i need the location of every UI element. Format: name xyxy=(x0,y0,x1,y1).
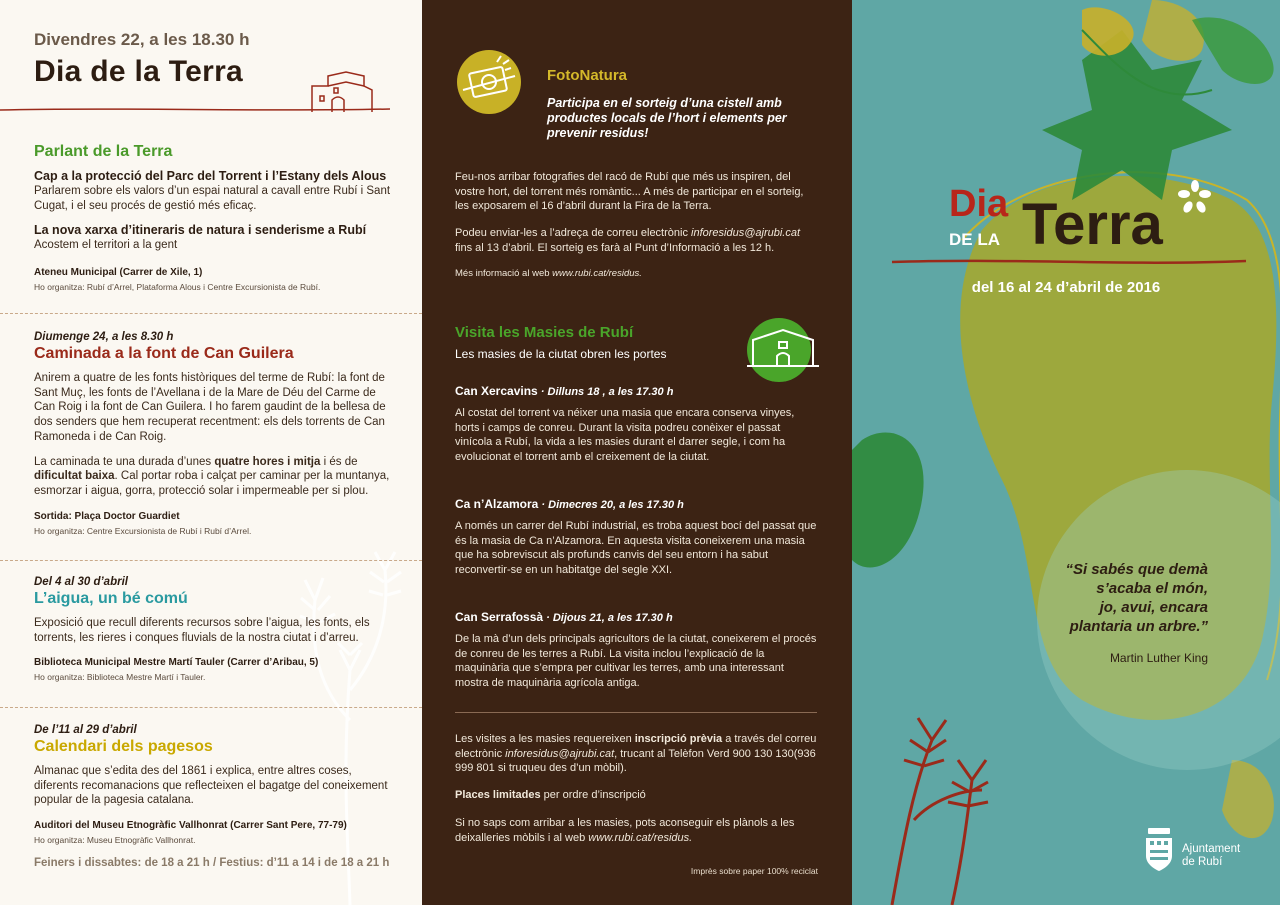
cover-dates: del 16 al 24 d’abril de 2016 xyxy=(971,279,1161,296)
left-panel xyxy=(0,0,422,905)
ajuntament-shield-icon xyxy=(1142,826,1176,872)
limited-places: Places limitades per ordre d’inscripció xyxy=(455,789,646,801)
cover-title-dia: Dia xyxy=(949,183,1009,225)
section-parlant xyxy=(34,143,392,292)
section-calendari xyxy=(34,724,392,869)
middle-panel xyxy=(422,0,852,905)
foto-text-2: Podeu enviar-les a l’adreça de correu electrònic inforesidus@ajrubi.cat fins al 13 d’abril. El sorteig es farà al Punt d’Informació a les 12 h. xyxy=(455,227,801,254)
venue: Auditori del Museu Etnogràfic Vallhonrat (Carrer Sant Pere, 77-79) xyxy=(34,820,347,832)
masia-house-icon xyxy=(308,68,376,114)
talk-1-text: Parlarem sobre els valors d’un espai natural a cavall entre Rubí i Sant Cugat, i el seu procés de gestió més eficaç. xyxy=(34,185,391,212)
divider xyxy=(0,560,422,561)
section-date: Del 4 al 30 d’abril xyxy=(34,576,128,588)
ajuntament-logo-text: Ajuntament de Rubí xyxy=(1182,843,1241,868)
page-title: Dia de la Terra xyxy=(34,55,244,88)
foto-title: FotoNatura xyxy=(547,67,627,84)
earth-illustration xyxy=(852,0,1280,905)
print-note: Imprès sobre paper 100% reciclat xyxy=(690,866,818,876)
venue: Biblioteca Municipal Mestre Martí Tauler (Carrer d’Aribau, 5) xyxy=(34,657,319,669)
email-link[interactable]: inforesidus@ajrubi.cat xyxy=(505,747,615,760)
visit-1-heading: Can Xercavins · Dilluns 18 , a les 17.30 h xyxy=(455,384,674,398)
quote-author: Martin Luther King xyxy=(1109,651,1208,665)
section-date: Diumenge 24, a les 8.30 h xyxy=(34,331,174,343)
cover-title-terra: Terra xyxy=(1022,192,1163,257)
section-title: Caminada a la font de Can Guilera xyxy=(34,345,294,362)
email-link[interactable]: inforesidus@ajrubi.cat xyxy=(691,227,801,239)
header-date: Divendres 22, a les 18.30 h xyxy=(34,30,250,49)
cover-title-dela: DE LA xyxy=(949,230,1000,249)
foto-more-info: Més informació al web www.rubi.cat/residus. xyxy=(455,268,642,279)
foto-text-1: Feu-nos arribar fotografies del racó de Rubí que més us inspiren, del vostre hort, del torrent més romàntic... A més de participar en el sorteig, les exposarem el 16 d’abril durant la Fira de la Terra. xyxy=(455,171,804,212)
masies-title: Visita les Masies de Rubí xyxy=(455,324,634,341)
talk-2-text: Acostem el territori a la gent xyxy=(34,239,178,252)
flower-icon xyxy=(1178,180,1212,214)
cover-panel xyxy=(852,0,1280,905)
exhibit-text: Exposició que recull diferents recursos sobre l’aigua, les fonts, els torrents, les rieres i conques fluvials de la nostra ciutat i d’arreu. xyxy=(34,617,370,644)
section-date: De l’11 al 29 d’abril xyxy=(34,724,137,736)
organizer: Ho organitza: Centre Excursionista de Rubí i Rubí d’Arrel. xyxy=(34,525,252,536)
opening-hours: Feiners i dissabtes: de 18 a 21 h / Festius: d’11 a 14 i de 18 a 21 h xyxy=(34,857,390,870)
divider xyxy=(0,313,422,314)
venue: Ateneu Municipal (Carrer de Xile, 1) xyxy=(34,267,203,279)
maps-note: Si no saps com arribar a les masies, pots aconseguir els plànols a les deixalleries mòbils i al web www.rubi.cat/residus. xyxy=(455,817,795,844)
section-title: Calendari dels pagesos xyxy=(34,738,213,755)
organizer: Ho organitza: Biblioteca Mestre Martí i Tauler. xyxy=(34,672,206,683)
visit-3-heading: Can Serrafossà · Dijous 21, a les 17.30 h xyxy=(455,610,673,624)
section-title: L’aigua, un bé comú xyxy=(34,590,188,607)
divider xyxy=(455,712,817,713)
visit-2-text: A només un carrer del Rubí industrial, es troba aquest bocí del passat que és la masia de Ca n’Alzamora. En aquesta visita coneixerem una masia que ha sobreviscut als profunds canvis del seu entorn i ha sabut reconvertir-se en un habitatge del segle XXI. xyxy=(455,520,817,576)
masia-icon xyxy=(747,318,811,382)
registration-note: Les visites a les masies requereixen inscripció prèvia a través del correu electrònic inforesidus@ajrubi.cat, trucant al Telèfon Verd 900 130 130(936 999 801 si truqueu des d’un mòbil). xyxy=(455,733,817,774)
walk-text-2: La caminada te una durada d’unes quatre hores i mitja i és de dificultat baixa. Cal portar roba i calçat per caminar per la muntanya, esmorzar i aigua, gorra, protecció solar i impermeable per si plou. xyxy=(34,455,390,497)
walk-text-1: Anirem a quatre de les fonts històriques del terme de Rubí: la font de Sant Muç, les fonts de l’Avellana i de la Mare de Déu del Carme de Can Roig i la font de Can Guilera. I ho farem gaudint de la bellesa de dos senders que hem recuperat recentment: els dels torrents de Can Ramoneda i de Can Roig. xyxy=(34,372,386,443)
foto-lead: Participa en el sorteig d’una cistell amb productes locals de l’hort i elements per prevenir residus! xyxy=(547,96,787,140)
section-caminada xyxy=(34,331,392,536)
visit-3-text: De la mà d’un dels principals agricultors de la ciutat, coneixerem el procés de conreu de les terres a Rubí. La visita inclou l’explicació de la maquinària que s’empra per cultivar les terres, amb una interessant mostra de maquinària agrícola antiga. xyxy=(455,633,817,689)
section-title: Parlant de la Terra xyxy=(34,143,173,160)
talk-2-title: La nova xarxa d’itineraris de natura i senderisme a Rubí xyxy=(34,223,367,238)
organizer: Ho organitza: Rubí d’Arrel, Plataforma Alous i Centre Excursionista de Rubí. xyxy=(34,282,321,293)
web-link[interactable]: www.rubi.cat/residus. xyxy=(552,268,642,279)
masies-subtitle: Les masies de la ciutat obren les portes xyxy=(455,347,667,361)
visit-1-text: Al costat del torrent va néixer una masia que encara conserva vinyes, horts i camps de conreu. Durant la visita podreu conèixer el passat vinícola a Rubí, la vida a les masies durant el darrer segle, i com ha evolucionat el torrent amb el creixement de la ciutat. xyxy=(455,407,795,463)
section-aigua xyxy=(34,576,392,682)
visit-2-heading: Ca n’Alzamora · Dimecres 20, a les 17.30 h xyxy=(455,497,684,511)
title-underline xyxy=(890,256,1250,268)
divider xyxy=(0,707,422,708)
venue: Sortida: Plaça Doctor Guardiet xyxy=(34,510,180,522)
calendar-text: Almanac que s’edita des del 1861 i explica, entre altres coses, diferents recomanacions que reflecteixen el bagatge del coneixement popular de la pagesia catalana. xyxy=(34,765,388,807)
quote: “Si sabés que demà s’acaba el món, jo, avui, encara plantaria un arbre.” xyxy=(1065,561,1208,635)
web-link[interactable]: www.rubi.cat/residus. xyxy=(588,831,693,844)
talk-1-title: Cap a la protecció del Parc del Torrent i l’Estany dels Alous xyxy=(34,169,387,183)
camera-icon xyxy=(457,50,521,114)
organizer: Ho organitza: Museu Etnogràfic Vallhonrat. xyxy=(34,835,196,846)
